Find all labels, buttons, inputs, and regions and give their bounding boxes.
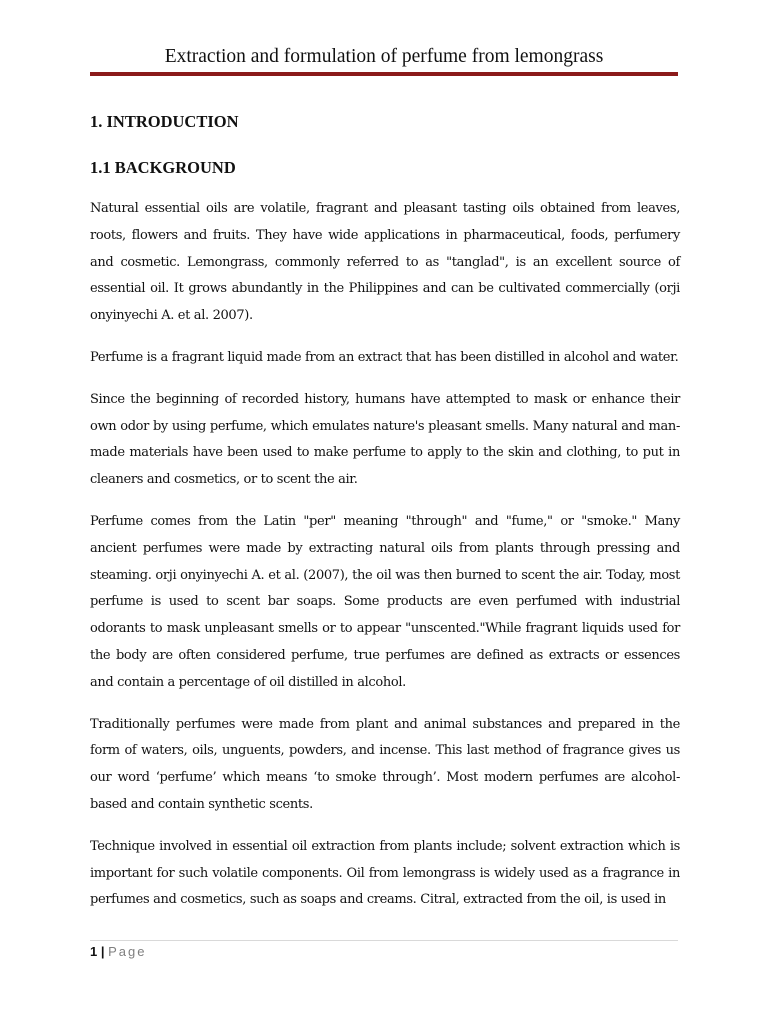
page-number: 1 — [90, 944, 98, 959]
page-footer — [90, 943, 147, 961]
paragraph: Traditionally perfumes were made from plant and animal substances and prepared in the form of waters, oils, unguents, powders, and incense. This last method of fragrance gives us our word ‘perfume’ which means ‘to smoke through’. Most modern perfumes are alcohol-based and contain synthetic scents. — [90, 716, 680, 812]
footer-rule — [90, 940, 678, 941]
footer-separator: | — [100, 944, 105, 959]
subsection-heading: 1.1 BACKGROUND — [90, 158, 236, 177]
page-header-title: Extraction and formulation of perfume from lemongrass — [164, 46, 604, 67]
paragraph: Technique involved in essential oil extraction from plants include; solvent extraction which is important for such volatile components. Oil from lemongrass is widely used as a fragrance in perfumes and cosmetics, such as soaps and creams. Citral, extracted from the oil, is used in — [90, 838, 680, 908]
paragraph: Perfume is a fragrant liquid made from an extract that has been distilled in alcohol and water. — [90, 349, 679, 365]
paragraph: Perfume comes from the Latin "per" meaning "through" and "fume," or "smoke." Many ancient perfumes were made by extracting natural oils from plants through pressing and steaming. orji onyinyechi A. et al. (2007), the oil was then burned to scent the air. Today, most perfume is used to scent bar soaps. Some products are even perfumed with industrial odorants to mask unpleasant smells or to appear "unscented."While fragrant liquids used for the body are often considered perfume, true perfumes are defined as extracts or essences and contain a percentage of oil distilled in alcohol. — [90, 513, 680, 690]
document-body — [90, 108, 680, 914]
paragraph: Natural essential oils are volatile, fragrant and pleasant tasting oils obtained from leaves, roots, flowers and fruits. They have wide applications in pharmaceutical, foods, perfumery and cosmetic. Lemongrass, commonly referred to as "tanglad", is an excellent source of essential oil. It grows abundantly in the Philippines and can be cultivated commercially (orji onyinyechi A. et al. 2007). — [90, 201, 680, 324]
section-heading: 1. INTRODUCTION — [90, 112, 239, 131]
page-label: Page — [108, 944, 147, 959]
header-rule — [90, 72, 678, 76]
paragraph: Since the beginning of recorded history, humans have attempted to mask or enhance their own odor by using perfume, which emulates nature's pleasant smells. Many natural and man-made materials have been used to make perfume to apply to the skin and clothing, to put in cleaners and cosmetics, or to scent the air. — [90, 391, 680, 488]
